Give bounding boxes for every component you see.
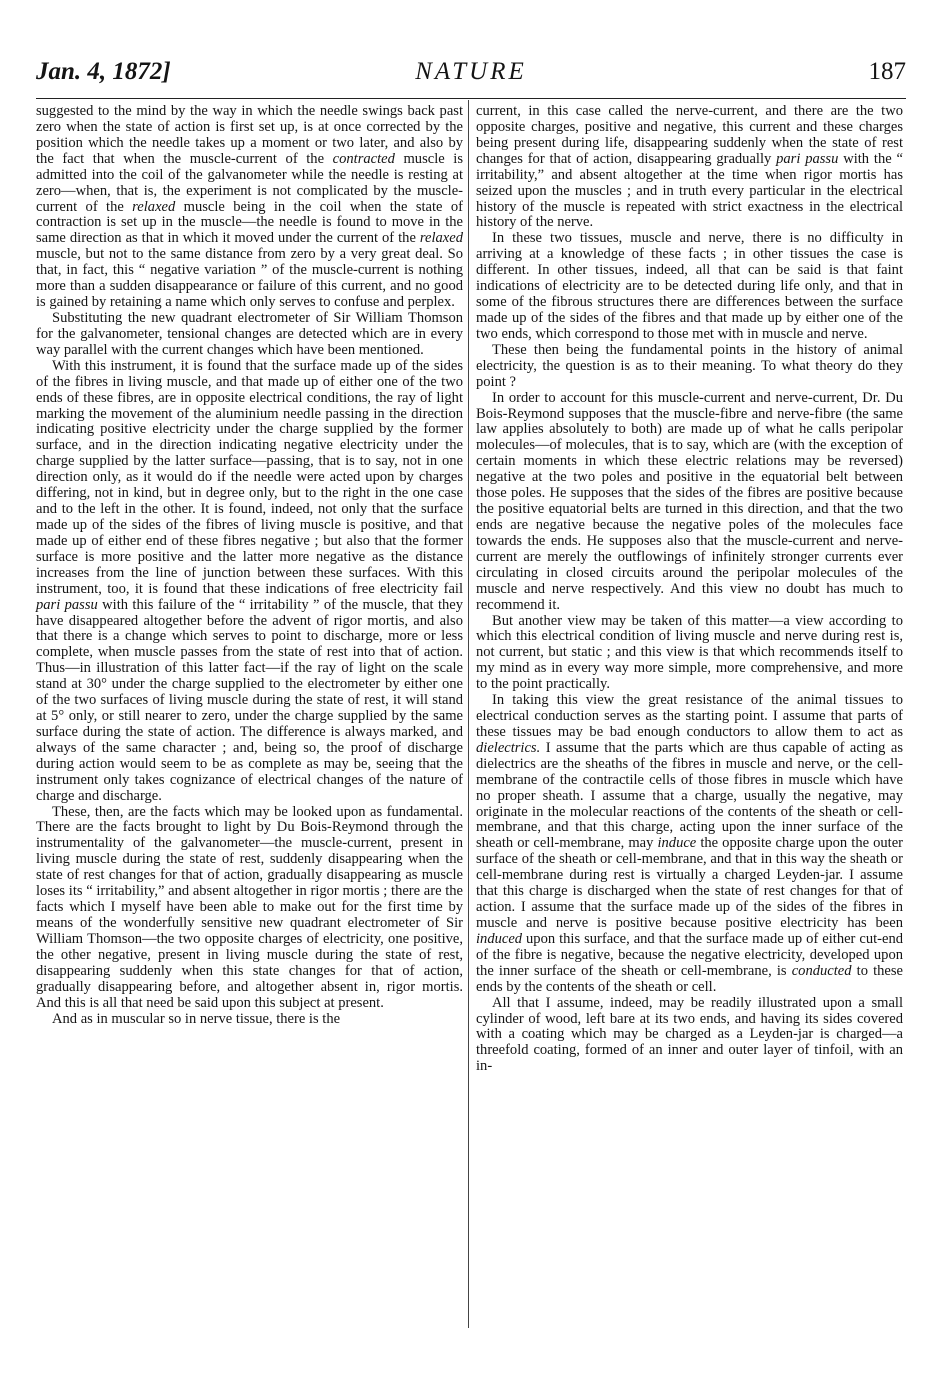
journal-title: NATURE xyxy=(415,58,527,85)
column-divider xyxy=(468,100,469,1328)
paragraph xyxy=(476,343,903,391)
text-run: In taking this view the great resistance of the animal tissues to electrical conduction serves as the starting point. I assume that parts of these tissues may be bad enough conductors to allow them to act as xyxy=(476,692,903,740)
paragraph xyxy=(476,693,903,996)
page-number: 187 xyxy=(868,58,906,85)
paragraph xyxy=(36,1012,463,1028)
running-header xyxy=(36,58,906,98)
paragraph xyxy=(36,311,463,359)
text-run: In order to account for this muscle-current and nerve-current, Dr. Du Bois-Reymond supposes that the muscle-fibre and nerve-fibre (the same law applies absolutely to both) are made up of what he calls peripolar molecules—of molecules, that is to say, which are (with the exception of certain moments in which these electric relations may be reversed) negative at the two poles and positive in the equatorial belt between those poles. He supposes that the sides of the fibres are positive because the positive equatorial belts are turned in this direction, and that the two ends are negative because the negative poles of the molecules face towards the ends. He supposes also that the muscle-current and nerve-current are merely the outflowings of infinitely stronger currents ever circulating in closed circuits around the peripolar molecules of the muscle and nerve respectively. And this view no doubt has much to recommend it. xyxy=(476,389,903,613)
text-run: current, in this case called the nerve-current, and there are the two opposite charges, positive and negative, this current and these charges being present during life, disappearing suddenly when the state of rest changes for that of action, disappearing gradually xyxy=(476,103,903,167)
text-run: I assume that the parts which are thus capable of acting as dielectrics are the sheaths of the fibres in muscle and nerve, or the cell-membrane of the contractile cells of those fibres in muscle which have no proper sheath. I assume that a charge, usually the negative, may originate in the molecular reactions of the contents of the sheath or cell-membrane, and that this charge, acting upon the inner surface of the sheath or cell-membrane, may xyxy=(476,739,903,852)
italic-text: relaxed xyxy=(419,230,463,247)
text-run: All that I assume, indeed, may be readily illustrated upon a small cylinder of wood, left bare at its two ends, and having its sides covered with a coating which may be charged as a Leyden-jar is charged—a threefold coating, formed of an inner and outer layer of tinfoil, with an in- xyxy=(476,994,903,1075)
text-run: muscle, but not to the same distance from zero by a very great deal. So that, in fact, this “ negative variation ” of the muscle-current is nothing more than a sudden disappearance or failure of this current, and no good is gained by retaining a name which only serves to confuse and perplex. xyxy=(36,246,463,311)
paragraph xyxy=(36,104,463,311)
paragraph xyxy=(36,805,463,1012)
italic-text: conducted xyxy=(791,962,852,979)
text-run: But another view may be taken of this matter—a view according to which this electrical condition of living muscle and nerve during rest is, not current, but static ; and this view is that which recommends itself to my mind as in every way more simple, more comprehensive, and more to the point practically. xyxy=(476,612,903,693)
italic-text: induced xyxy=(476,930,523,947)
italic-text: pari passu xyxy=(776,150,839,167)
text-run: to these ends by the contents of the sheath or cell. xyxy=(476,962,903,995)
right-column xyxy=(476,104,903,1075)
text-run: upon this surface, and that the surface made up of either cut-end of the fibre is negative, because the negative electricity, developed upon the inner surface of the sheath or cell-membrane, is xyxy=(476,930,903,979)
left-column xyxy=(36,104,463,1027)
text-run: These then being the fundamental points in the history of animal electricity, the question is as to their meaning. To what theory do they point ? xyxy=(476,341,903,390)
text-run: the opposite charge upon the outer surface of the sheath or cell-membrane, and that in this way the sheath or cell-membrane during rest is virtually a charged Leyden-jar. I assume that this charge is discharged when the state of rest changes for that of action. I assume that the surface made up of the sides of the fibres in muscle and nerve is positive because positive electricity has been xyxy=(476,835,904,932)
italic-text: relaxed xyxy=(132,198,176,215)
issue-date: Jan. 4, 1872] xyxy=(36,58,171,85)
text-run: suggested to the mind by the way in which the needle swings back past zero when the state of action is first set up, is at once corrected by the position which the needle takes up a moment or two later, and also by the fact that when the muscle-current of the xyxy=(36,103,463,167)
text-run: muscle is admitted into the coil of the galvanometer while the needle is resting at zero—when, that is, the experiment is not complicated by the muscle-current of the xyxy=(36,150,463,215)
text-run: with the “ irritability,” and absent altogether at the time when rigor mortis has seized upon the muscles ; and in truth every particular in the electrical history of the muscle is repeated with strict exactness in the electrical history of the nerve. xyxy=(476,150,903,231)
paragraph xyxy=(476,614,903,694)
italic-text: contracted xyxy=(332,150,395,167)
paragraph xyxy=(476,231,903,342)
italic-text: pari passu xyxy=(36,596,98,613)
italic-text: dielectrics. xyxy=(476,739,541,756)
text-run: Substituting the new quadrant electrometer of Sir William Thomson for the galvanometer, tensional changes are detected which are in every way parallel with the current changes which have been mentioned. xyxy=(36,309,463,358)
text-run: In these two tissues, muscle and nerve, there is no difficulty in arriving at a knowledge of these facts ; in other tissues the case is different. In other tissues, indeed, all that can be said is that faint indications of electricity are to be detected during life only, and that in some of the fibrous structures there are differences between the surface made up of the sides of the fibres and that made up by either one of the two ends, which correspond to those met with in muscle and nerve. xyxy=(476,230,903,342)
header-rule xyxy=(36,98,906,99)
paragraph xyxy=(36,359,463,805)
text-run: muscle being in the coil when the state of contraction is set up in the muscle—the needle is found to move in the same direction as that in which it moved under the current of the xyxy=(36,198,463,247)
paragraph xyxy=(476,996,903,1076)
text-run: And as in muscular so in nerve tissue, there is the xyxy=(52,1010,341,1027)
text-run: With this instrument, it is found that the surface made up of the sides of the fibres in living muscle, and that made up of either one of the two ends of these fibres, are in opposite electrical conditions, the ray of light marking the movement of the aluminium needle passing in the direction indicating positive electricity under the charge supplied by the former surface, and in the direction indicating negative electricity under the charge supplied by the latter surface—passing, that is to say, not in one direction only, as it would do if the needle were acted upon by charges differing, not in kind, but in degree only, but to the right in the one case and to the left in the other. It is found, indeed, not only that the surface made up of the sides of the fibres of living muscle is positive, and that made up of either end of these fibres negative ; but also that the former surface is more positive and the latter more negative as the distance increases from the line of junction between these surfaces. With this instrument, too, it is found that these indications of free electricity fail xyxy=(36,357,463,597)
paragraph xyxy=(476,391,903,614)
text-run: with this failure of the “ irritability ” of the muscle, that they have disappeared altogether before the advent of rigor mortis, and also that there is a change which serves to point to discharge, more or less complete, when muscle passes from the state of rest into that of action. Thus—in illustration of this latter fact—if the ray of light on the scale stand at 30° under the charge supplied to the electrometer by either one of the two surfaces of living muscle during the state of rest, it will stand at 5° only, or still nearer to zero, under the charge supplied by the same surface during the state of action. The difference is always marked, and always of the same character ; and, being so, the proof of discharge during action would seem to be as complete as may be, seeing that the instrument only takes cognizance of electrical changes of the nature of charge and discharge. xyxy=(36,596,463,804)
italic-text: induce xyxy=(657,835,697,852)
paragraph xyxy=(476,104,903,231)
text-run: These, then, are the facts which may be looked upon as fundamental. There are the facts brought to light by Du Bois-Reymond through the instrumentality of the galvanometer—the muscle-current, present in living muscle during the state of rest, suddenly disappearing when the state of rest changes for that of action, gradually disappearing as muscle loses its “ irritability,” and absent altogether in rigor mortis ; there are the facts which I myself have been able to make out for the first time by means of the wonderfully sensitive new quadrant electrometer of Sir William Thomson—the two opposite charges of electricity, one positive, the other negative, present in living muscle during the state of rest, disappearing suddenly when this state changes for that of action, gradually disappearing before, and altogether absent in, rigor mortis. And this is all that need be said upon this subject at present. xyxy=(36,803,463,1011)
